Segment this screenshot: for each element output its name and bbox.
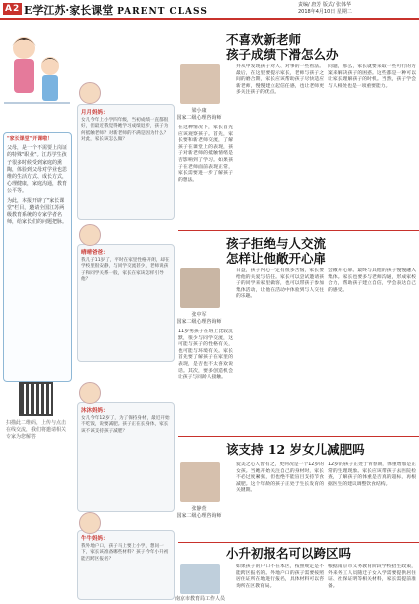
asker-avatar — [79, 382, 101, 404]
article-title: 孩子拒绝与人交流 怎样让他敞开心扉 — [226, 236, 327, 266]
expert-byline — [166, 312, 232, 326]
asker-avatar — [79, 82, 101, 104]
expert-photo — [180, 268, 220, 308]
page-title-en: PARENT CLASS — [117, 7, 208, 17]
article-divider — [178, 230, 419, 231]
expert-byline — [166, 108, 232, 122]
asker-avatar — [79, 512, 101, 534]
question-asker: 月月妈妈： — [81, 110, 109, 116]
article-text-col1: 爱美之心人皆有之，更何况是一个12岁的女孩。当她开始关注自己的身材时，家长不必过度紧张，但也绝不能盲目支持节食减肥。这个年龄的孩子正处于生长发育的关键期。 — [236, 462, 324, 494]
question-card — [77, 104, 175, 220]
expert-name: 南京市教育局工作人员 — [174, 596, 225, 602]
expert-photo — [180, 462, 220, 502]
page-number: A2 — [5, 4, 21, 14]
column-intro-box — [3, 132, 72, 382]
question-asker: 沐沐妈妈： — [81, 408, 109, 414]
intro-text: 父母，是一个不需要上岗证的特殊"职业"。江苏学生孩子很多时候受到家庭的熏陶，体验到父母对学业也思维的生活方式、成长方式，心理健康，家庭沟通，教育公平等。 — [7, 145, 68, 195]
expert-org: 国家二级心理咨询师 — [176, 513, 222, 519]
article-divider — [178, 436, 419, 437]
date-line: 2018年4月10日 星期二 — [298, 9, 352, 15]
question-asker: 晴晴爸爸： — [81, 250, 109, 256]
question-text: 我外地户口，孩子马上要上小学，想问一下，家长该准备哪些材料？孩子今年小升初能否跨区报名？ — [81, 544, 169, 562]
article-text-col1: 11岁男孩子在班上比较沉默，很少与同学交流，这可能与孩子的性格有关，也可能与环境有关。家长首先要了解孩子在家里的表现，是否也不太喜欢说话。其次，要多创造机会让孩子与同龄人接触。 — [178, 329, 233, 381]
page-header — [0, 0, 419, 20]
question-card — [77, 244, 175, 362]
left-column — [0, 22, 75, 604]
question-text: 女儿今年上小学四年级，当初成绩一直都很好，但最近我觉得她学习成绩退步，孩子为何抵触老师？对新老师的不满是因为什么？对此，家长该怎么做？ — [81, 118, 169, 143]
article-text-col2: 12岁的孩子正处于青春期，体重增加是正常的生理现象。家长应该带孩子去医院检查，了解孩子的体重是否真的超标，再根据医生的建议调整饮食结构。 — [328, 462, 416, 487]
expert-name: 梁小康 — [191, 108, 207, 114]
editor-line: 责编/ 唐芳 版式/ 张体华 — [298, 2, 352, 8]
article-title: 小升初报名可以跨区吗 — [226, 546, 352, 561]
article-text-col2: 根据南京市义务教育阶段学校招生政策，外来务工人员随迁子女入学需要提供居住证、社保证明等相关材料，家长需提前准备。 — [328, 564, 416, 589]
intro-title: "家长课堂"开课啦！ — [7, 136, 53, 142]
article-text-col3: 问题，那么，家长就要采取一些可行的方案来解决孩子的困惑。这些都是一种可以让家长理解孩子的时机。当然，孩子学会与人相处也是一项重要能力。 — [328, 64, 416, 89]
expert-org: 国家二级心理咨询师 — [176, 115, 222, 121]
article-text-col1: 在这种情况下，家长首先应该观察孩子。首先，家长要和新老师交流，了解孩子在课堂上的表现，孩子对新老师的抵触情绪是否影响到了学习。如果孩子在老师面前表现正常，家长需要进一步了解孩子的想法。 — [178, 125, 233, 183]
asker-avatar — [79, 224, 101, 246]
question-card — [77, 402, 175, 512]
expert-name: 张中军 — [191, 312, 207, 318]
page-title: E学江苏·家长课堂 PARENT CLASS — [24, 4, 208, 17]
intro-text-2: 为此，本报开辟了"家长课堂"栏目，邀请全国江苏两级教育系统的专家学者名师，给家长们的问题把脉。 — [7, 197, 68, 226]
expert-photo — [180, 564, 220, 594]
expert-byline — [166, 506, 232, 520]
article-title: 该支持 12 岁女儿减肥吗 — [226, 442, 365, 457]
qr-section — [6, 382, 66, 542]
qr-code[interactable] — [19, 382, 53, 416]
page-info — [298, 2, 352, 16]
question-text: 女儿今年12岁了，为了保持身材，最近开始不吃饭，说要减肥。孩子正在长身体，家长该不该支持孩子减肥？ — [81, 416, 170, 434]
question-card — [77, 530, 175, 600]
parent-child-illustration — [0, 26, 75, 118]
article-text-col2: 日益，孩子内心一定有很多苦恼，家长要给他的关爱与信任。家长可以尝试邀请孩子的同学来家里做客，也可以带孩子参加集体活动，让他在活动中体验到与人交往的乐趣。 — [236, 268, 324, 300]
expert-photo — [180, 64, 220, 104]
article-divider — [178, 542, 419, 543]
expert-org: 国家二级心理咨询师 — [176, 319, 222, 325]
expert-byline — [164, 596, 236, 603]
question-asker: 牛牛妈妈： — [81, 536, 109, 542]
question-text: 我儿子11岁了，平时在家里性格开朗，却在学校里很安静，与同学交流甚少，老师说孩子和同学关系一般，家长在家该怎样引导他？ — [81, 258, 170, 283]
question-column — [77, 22, 177, 604]
article-title: 不喜欢新老师 孩子成绩下滑怎么办 — [226, 32, 339, 62]
qr-caption: 扫描此二维码，上传与点击在线交流，我们将邀请相关专家为您解答 — [6, 420, 67, 440]
article-text-col3: 会敞开心扉。最终与其他的孩子慢慢融入集体。家长也要多与老师沟通，形成家校合力，帮助孩子建立自信，学会表达自己的感受。 — [328, 268, 416, 293]
article-text-col1: 如果孩子的户口不在本区，按照规定是不能跨区报名的。外地户口的孩子需要按照居住证所在地进行报名，具体材料可以咨询所在区教育局。 — [236, 564, 324, 589]
expert-name: 张静萱 — [191, 506, 207, 512]
article-text-col2: 并从中发现孩子对人、对事的一些看法。最后，在这里要提示家长，老师与孩子之间的磨合期，家长应该帮助孩子尽快适应新老师，慢慢建立起信任感，也让老师更多关注孩子的优点。 — [236, 64, 324, 96]
